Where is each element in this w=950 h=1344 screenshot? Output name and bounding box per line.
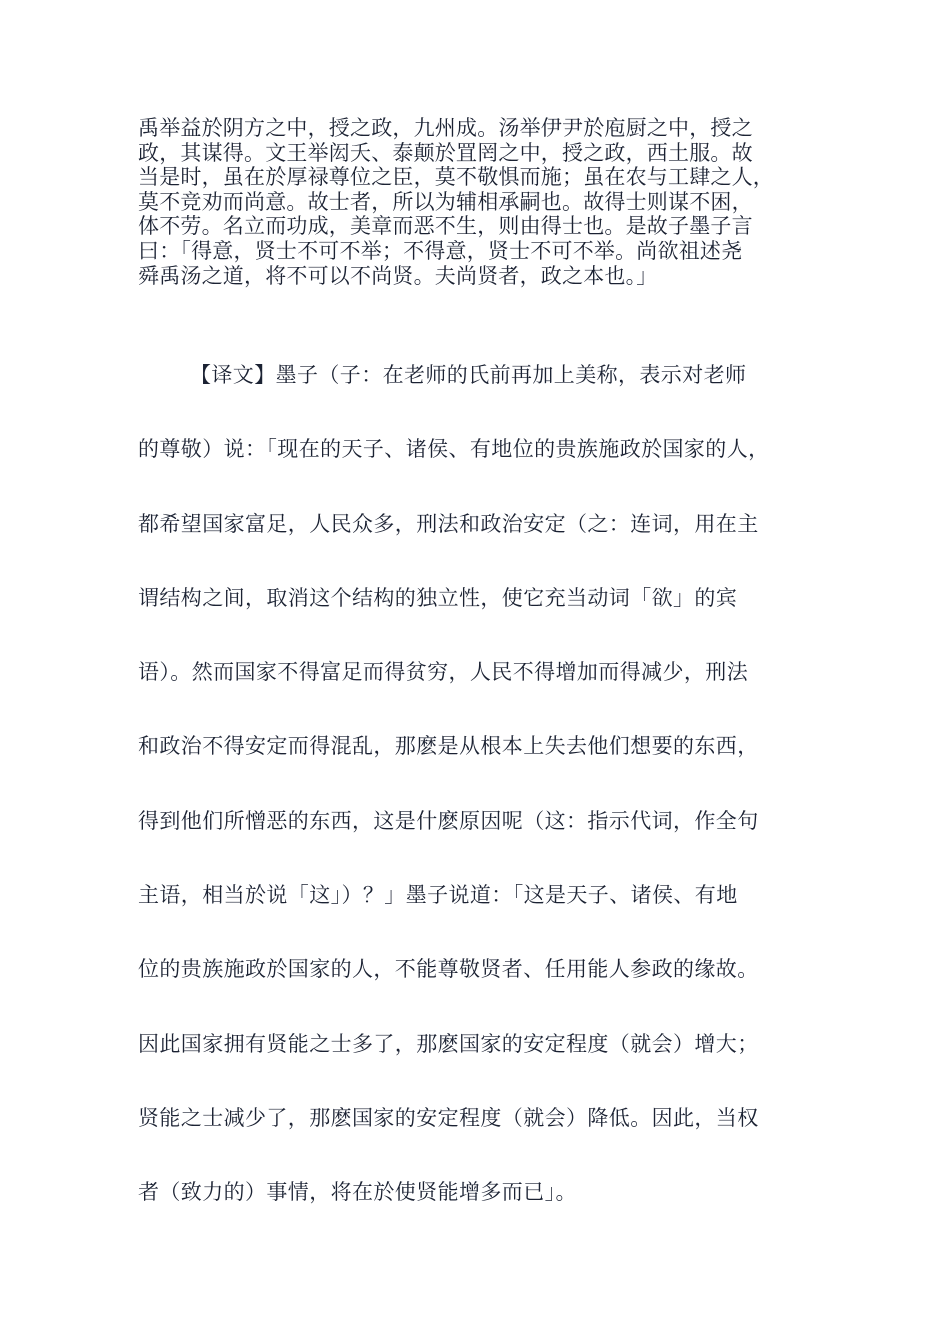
translation-line: 语）。然而国家不得富足而得贫穷，人民不得增加而得减少，刑法	[138, 660, 749, 685]
translation-line: 因此国家拥有贤能之士多了，那麽国家的安定程度（就会）增大；	[138, 1031, 759, 1056]
translation-block	[138, 338, 838, 1230]
translation-line: 主语，相当於说「这」）？」墨子说道：「这是天子、诸侯、有地	[138, 883, 738, 908]
original-text-line: 莫不竞劝而尚意。故士者，所以为辅相承嗣也。故得士则谋不困，	[138, 189, 753, 214]
translation-line: 的尊敬）说：「现在的天子、诸侯、有地位的贵族施政於国家的人，	[138, 437, 770, 462]
translation-line: 者（致力的）事情，将在於使贤能增多而已」。	[138, 1180, 577, 1205]
translation-line: 得到他们所憎恶的东西，这是什麽原因呢（这：指示代词，作全句	[138, 808, 759, 833]
translation-line: 贤能之士减少了，那麽国家的安定程度（就会）降低。因此，当权	[138, 1105, 759, 1130]
translation-line: 谓结构之间，取消这个结构的独立性，使它充当动词「欲」的宾	[138, 585, 738, 610]
translation-line: 和政治不得安定而得混乱，那麽是从根本上失去他们想要的东西，	[138, 734, 759, 759]
original-text-line: 舜禹汤之道，将不可以不尚贤。夫尚贤者，政之本也。」	[138, 263, 658, 288]
original-text-line: 曰：「得意，贤士不可不举；不得意，贤士不可不举。尚欲祖述尧	[138, 238, 743, 263]
translation-line: 位的贵族施政於国家的人，不能尊敬贤者、任用能人参政的缘故。	[138, 957, 759, 982]
translation-line: 都希望国家富足，人民众多，刑法和政治安定（之：连词，用在主	[138, 511, 759, 536]
original-text-block	[138, 116, 828, 288]
original-text-line: 体不劳。名立而功成，美章而恶不生，则由得士也。是故子墨子言	[138, 214, 753, 239]
original-text-line: 禹举益於阴方之中，授之政，九州成。汤举伊尹於庖厨之中，授之	[138, 116, 753, 140]
original-text-line: 当是时，虽在於厚禄尊位之臣，莫不敬惧而施；虽在农与工肆之人，	[138, 165, 774, 190]
translation-line: 【译文】墨子（子：在老师的氏前再加上美称，表示对老师	[190, 363, 747, 387]
original-text-line: 政，其谋得。文王举闳夭、泰颠於罝罔之中，授之政，西土服。故	[138, 140, 753, 165]
